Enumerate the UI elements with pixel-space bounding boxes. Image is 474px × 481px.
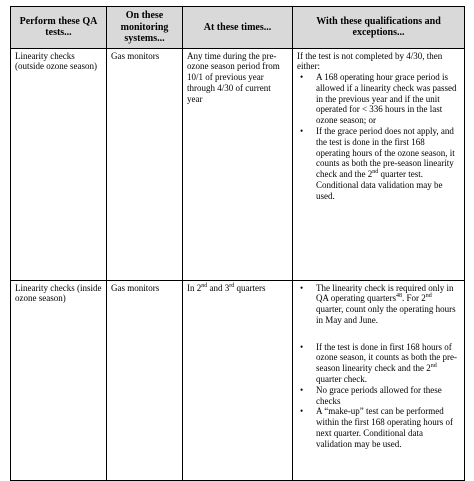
test-name: Linearity checks (inside ozone season) [15,282,102,304]
qualifications-cell [293,48,465,280]
monitoring-system: Gas monitors [111,50,160,61]
list-item: • If the test is done in first 168 hours of ozone season, it counts as both the pre-season linearity check and the 2nd quarter check. [297,342,460,385]
list-item: • If the grace period does not apply, and the test is done in the first 168 operating hours of the ozone season, it counts as both the pre-season linearity check and the 2nd quarter test. Conditional data validation may be used. [297,126,460,202]
qa-requirements-table [10,6,465,481]
qualification-list [297,72,460,202]
test-times: In 2nd and 3rd quarters [187,282,266,293]
test-name-cell [11,48,107,280]
header-monitoring-systems: On these monitoring systems... [107,7,183,49]
table-row [11,280,465,480]
times-cell [183,48,293,280]
header-qualifications: With these qualifications and exceptions... [293,7,465,49]
qualification-list [297,283,460,450]
header-row [11,7,465,49]
qualification-intro: If the test is not completed by 4/30, then either: [297,50,443,72]
systems-cell [107,48,183,280]
list-item: • The linearity check is required only in QA operating quarters$^{48}$. For 2nd quarter, count only the operating hours in May and June. [297,283,460,326]
test-name: Linearity checks (outside ozone season) [15,50,97,72]
test-name-cell [11,280,107,480]
systems-cell [107,280,183,480]
test-times: Any time during the pre-ozone season period from 10/1 of previous year through 4/30 of current year [187,50,280,104]
list-item: • A 168 operating hour grace period is allowed if a linearity check was passed in the previous year and if the unit operated for < 336 hours in the last ozone season; or [297,72,460,126]
table-row [11,48,465,280]
times-cell [183,280,293,480]
header-qa-tests: Perform these QA tests... [11,7,107,49]
list-item: • No grace periods allowed for these checks [297,385,460,407]
qualifications-cell [293,280,465,480]
monitoring-system: Gas monitors [111,282,160,293]
header-times: At these times... [183,7,293,49]
list-item: • A “make-up” test can be performed within the first 168 operating hours of next quarter. Conditional data validation may be used. [297,406,460,449]
